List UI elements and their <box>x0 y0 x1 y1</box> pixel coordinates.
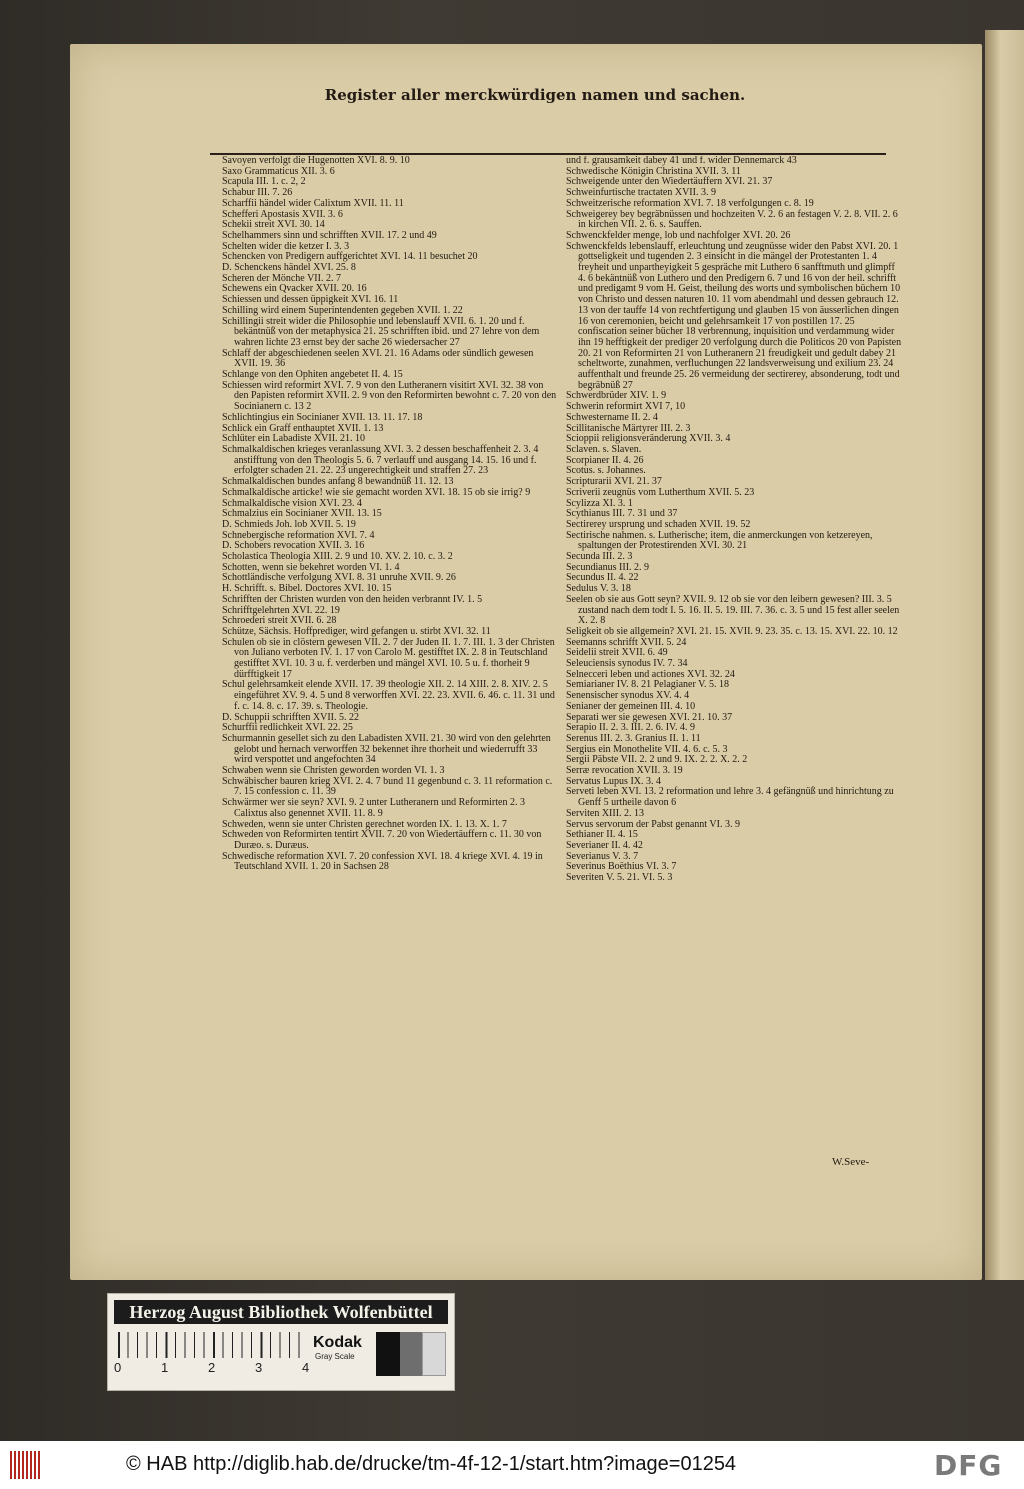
index-entry: Serapio II. 2. 3. III. 2. 6. IV. 4. 9 <box>566 722 695 734</box>
index-entry: Schwenckfelder menge, lob und nachfolger XVI. 20. 26 <box>566 229 791 241</box>
index-entry: Scioppii religionsveränderung XVII. 3. 4 <box>566 433 731 445</box>
index-entry: Sergius ein Monothelite VII. 4. 6. c. 5. 3 <box>566 743 728 755</box>
index-entry: H. Schrifft. s. Bibel. Doctores XVI. 10. 15 <box>222 583 392 595</box>
index-column-left <box>222 156 558 1156</box>
index-entry: Schweigerey bey begräbnüssen und hochzeiten V. 2. 6 an festagen V. 2. 8. VII. 2. 6 in kirchen VII. 2. 6. s. Sauffen. <box>566 208 898 231</box>
index-entry: Scylizza XI. 3. 1 <box>566 497 633 509</box>
index-entry: Schmalkaldische articke! wie sie gemacht worden XVI. 18. 15 ob sie irrig? 9 <box>222 486 531 498</box>
index-entry: Schmalkaldischen bundes anfang 8 bewandnüß 11. 12. 13 <box>222 476 454 488</box>
index-entry: Schütze, Sächsis. Hoffprediger, wird gefangen u. stirbt XVI. 32. 11 <box>222 625 491 637</box>
index-entry: Schmalkaldische vision XVI. 23. 4 <box>222 497 362 509</box>
index-entry: Schwenckfelds lebenslauff, erleuchtung und zeugnüsse wider den Pabst XVI. 20. 1 gottseligkeit und tugenden 2. 3 einsicht in die mängel der Protestanten 1. 4 freyheit und unpartheyigkeit 5 gespräche mit Luthero 6 sanfftmuth und glimpff 4. 6 bekäntnüß von Luthero und den Predigern 6. 7 und 16 von der heil. schrifft und predigamt 9 vom H. Geist, theilung des worts und symbolischen büchern 10 von Christo und dessen naturen 10. 11 vom abendmahl und dessen gebrauch 12. 13 von der tauffe 14 von rechtfertigung und glauben 15 von äusserlichen dingen 16 von ceremonien, beicht und gelehrsamkeit 17 von postillen 17. 25 confiscation seiner bücher 18 verbrennung, inquisition und verdammung wider ihn 19 hefftigkeit der prediger 20 verfolgung durch die Politicos 20 von Papisten 20. 21 von Reformirten 21 von Lutheranern 21 freudigkeit und gedult dabey 21 scheltworte, zunahmen, verfluchungen 22 landsverweisung und exilium 23. 24 auffenthalt und freunde 25. 26 vermeidung der sectirerey, absonderung, todt und begräbnüß 27 <box>566 240 902 391</box>
index-entry: Schlüter ein Labadiste XVII. 21. 10 <box>222 433 366 445</box>
index-entry: Scheren der Mönche VII. 2. 7 <box>222 272 341 284</box>
index-entry: Schillingii streit wider die Philosophie und lebenslauff XVII. 6. 1. 20 und f. bekäntnüß von der metaphysica 21. 25 schrifften ibid. und 27 lehre von dem wahren lichte 23 ernst bey der sache 26 wiedersacher 27 <box>222 315 540 348</box>
index-entry: Schurffii redlichkeit XVI. 22. 25 <box>222 722 353 734</box>
color-calibration-card <box>107 1293 455 1391</box>
index-entry: Serviten XIII. 2. 13 <box>566 807 645 819</box>
index-entry: Schwedische Königin Christina XVII. 3. 11 <box>566 165 741 177</box>
index-entry: Serræ revocation XVII. 3. 19 <box>566 765 683 777</box>
index-entry: D. Schenckens händel XVI. 25. 8 <box>222 262 356 274</box>
index-entry: Severinus Boëthius VI. 3. 7 <box>566 861 677 873</box>
index-entry: Scripturarii XVI. 21. 37 <box>566 476 662 488</box>
ruler-number: 3 <box>255 1360 263 1375</box>
index-entry: Schweden von Reformirten tentirt XVII. 7. 20 von Wiedertäuffern c. 11. 30 von Duræo. s. Duræus. <box>222 829 542 851</box>
index-entry: Servatus Lupus IX. 3. 4 <box>566 775 661 787</box>
index-entry: Schotten, wenn sie bekehret worden VI. 1. 4 <box>222 561 400 573</box>
index-entry: Schencken von Predigern auffgerichtet XVI. 14. 11 besuchet 20 <box>222 251 478 263</box>
index-entry: Schweigende unter den Wiedertäuffern XVI. 21. 37 <box>566 176 773 188</box>
index-entry: Schrifften der Christen wurden von den heiden verbrannt IV. 1. 5 <box>222 593 483 605</box>
index-entry: Schwaben wenn sie Christen geworden worden VI. 1. 3 <box>222 765 445 777</box>
index-entry: Secundianus III. 2. 9 <box>566 561 650 573</box>
index-entry: D. Schmieds Joh. lob XVII. 5. 19 <box>222 518 356 530</box>
index-entry: Schlange von den Ophiten angebetet II. 4. 15 <box>222 369 403 381</box>
grayscale-swatch-black <box>376 1332 400 1376</box>
index-entry: Schweinfurtische tractaten XVII. 3. 9 <box>566 187 716 199</box>
index-entry: Senensischer synodus XV. 4. 4 <box>566 690 690 702</box>
index-column-right <box>566 156 902 1156</box>
index-entry: Schurmannin gesellet sich zu den Labadisten XVII. 21. 30 wird von den gelehrten gelobt und hernach verworffen 32 bekennet ihre thorheit und wiederrufft 33 wird verspottet und angefochten 34 <box>222 732 551 766</box>
index-entry: Schwedische reformation XVI. 7. 20 confession XVI. 18. 4 kriege XVI. 4. 19 in Teutschland XVII. 1. 20 in Sachsen 28 <box>222 850 543 873</box>
index-entry: Schrifftgelehrten XVI. 22. 19 <box>222 604 340 616</box>
index-entry: Sedulus V. 3. 18 <box>566 583 631 595</box>
index-entry: Seelen ob sie aus Gott seyn? XVII. 9. 12 ob sie vor den leibern gewesen? III. 3. 5 zustand nach dem todt I. 5. 16. II. 5. 19. III. 7. 36. c. 3. 5 und 15 fest aller seelen X. 2. 8 <box>566 593 900 627</box>
index-entry: Schwerin reformirt XVI 7, 10 <box>566 401 686 413</box>
index-entry: Scythianus III. 7. 31 und 37 <box>566 508 678 520</box>
grayscale-swatch-gray <box>400 1332 422 1376</box>
index-entry: Severianus V. 3. 7 <box>566 850 639 862</box>
index-entry: Secundus II. 4. 22 <box>566 572 639 584</box>
index-entry: Schweden, wenn sie unter Christen gerechnet worden IX. 1. 13. X. 1. 7 <box>222 818 507 830</box>
grayscale-swatch-light <box>422 1332 446 1376</box>
library-name: Herzog August Bibliothek Wolfenbüttel <box>114 1300 448 1324</box>
index-entry: Schekii streit XVI. 30. 14 <box>222 219 325 231</box>
index-entry: Schweitzerische reformation XVI. 7. 18 verfolgungen c. 8. 19 <box>566 197 814 209</box>
hab-logo-icon <box>10 1451 40 1479</box>
index-entry: Schwäbischer bauren krieg XVI. 2. 4. 7 bund 11 gegenbund c. 3. 11 reformation c. 7. 15 confession c. 11. 39 <box>222 775 553 798</box>
copyright-url[interactable]: © HAB http://diglib.hab.de/drucke/tm-4f-12-1/start.htm?image=01254 <box>126 1453 737 1475</box>
catchword: W.Seve- <box>832 1156 870 1168</box>
viewer-footer <box>0 1441 1024 1489</box>
index-entry: Schnebergische reformation XVI. 7. 4 <box>222 529 375 541</box>
index-entry: Servus servorum der Pabst genannt VI. 3. 9 <box>566 818 740 830</box>
index-entry: Schmalzius ein Socinianer XVII. 13. 15 <box>222 508 382 520</box>
index-entry: Seligkeit ob sie allgemein? XVI. 21. 15. XVII. 9. 23. 35. c. 13. 15. XVI. 22. 10. 12 <box>566 625 898 637</box>
index-entry: Schlick ein Graff enthauptet XVII. 1. 13 <box>222 422 384 434</box>
ruler-number: 4 <box>302 1360 310 1375</box>
index-entry: Semiarianer IV. 8. 21 Pelagianer V. 5. 18 <box>566 679 730 691</box>
index-entry: Scorpianer II. 4. 26 <box>566 454 644 466</box>
index-entry: Saxo Grammaticus XII. 3. 6 <box>222 165 335 177</box>
index-entry: Schottländische verfolgung XVI. 8. 31 unruhe XVII. 9. 26 <box>222 572 456 584</box>
index-entry: Serenus III. 2. 3. Granius II. 1. 11 <box>566 732 701 744</box>
dfg-logo: DFG <box>934 1449 1003 1482</box>
header-rule <box>210 153 886 155</box>
index-entry: Sethianer II. 4. 15 <box>566 829 638 841</box>
index-entry: Schmalkaldischen krieges veranlassung XVI. 3. 2 dessen beschaffenheit 2. 3. 4 anstifftung von den Theologis 5. 6. 7 verlauff und ausgang 14. 15. 16 und f. erfolgter schaden 21. 22. 23 ungerechtigkeit und straffen 27. 23 <box>222 443 539 477</box>
index-entry: Selnecceri leben und actiones XVI. 32. 24 <box>566 668 735 680</box>
index-entry: Severianer II. 4. 42 <box>566 840 643 851</box>
running-head: Register aller merckwürdigen namen und sachen. <box>324 86 746 104</box>
index-entry: Severiten V. 5. 21. VI. 5. 3 <box>566 872 673 884</box>
index-entry: Separati wer sie gewesen XVI. 21. 10. 37 <box>566 711 733 723</box>
index-entry: Scapula III. 1. c. 2, 2 <box>222 176 306 188</box>
grayscale-label: Gray Scale <box>315 1352 355 1361</box>
index-entry: Schiessen und dessen üppigkeit XVI. 16. 11 <box>222 294 399 306</box>
index-entry: Sectirerey ursprung und schaden XVII. 19. 52 <box>566 518 751 530</box>
index-entry: Secunda III. 2. 3 <box>566 551 633 563</box>
index-entry: Schwerdbrüder XIV. 1. 9 <box>566 390 667 402</box>
index-entry: Scholastica Theologia XIII. 2. 9 und 10. XV. 2. 10. c. 3. 2 <box>222 551 453 563</box>
index-entry: Schulen ob sie in clöstern gewesen VII. 2. 7 der Juden II. 1. 7. III. 1. 3 der Christen von Juliano verboten IV. 1. 17 von Carolo M. gestifftet IX. 2. 8 in Teutschland gestifftet XVI. 10. 3 u. f. verderben und mängel XVI. 10. 5 u. f. thorheit 9 dürfftigkeit 17 <box>222 636 555 680</box>
index-entry: D. Schuppii schrifften XVII. 5. 22 <box>222 711 360 723</box>
index-entry: Schwärmer wer sie seyn? XVI. 9. 2 unter Lutheranern und Reformirten 2. 3 Calixtus also genennet XVII. 11. 8. 9 <box>222 797 525 819</box>
index-entry: Sectirische nahmen. s. Lutherische; item, die anmerckungen von ketzereyen, spaltungen der Protestirenden XVI. 30. 21 <box>566 529 873 552</box>
ruler-number: 2 <box>208 1360 216 1375</box>
index-entry: Savoyen verfolgt die Hugenotten XVI. 8. 9. 10 <box>222 156 410 166</box>
index-entry: Scharffii händel wider Calixtum XVII. 11. 11 <box>222 197 404 209</box>
ruler-number: 0 <box>114 1360 122 1375</box>
facing-page-edge <box>985 30 1024 1280</box>
index-entry: Sclaven. s. Slaven. <box>566 443 642 455</box>
index-entry: Schlichtingius ein Socinianer XVII. 13. 11. 17. 18 <box>222 411 423 423</box>
index-entry: Schelhammers sinn und schrifften XVII. 17. 2 und 49 <box>222 229 437 241</box>
index-entry: Schewens ein Qvacker XVII. 20. 16 <box>222 283 367 295</box>
index-entry: Seemanns schrifft XVII. 5. 24 <box>566 636 687 648</box>
index-entry: Schelten wider die ketzer I. 3. 3 <box>222 240 350 252</box>
index-entry: Sergii Päbste VII. 2. 2 und 9. IX. 2. 2. X. 2. 2 <box>566 754 748 766</box>
index-entry: Schilling wird einem Superintendenten gegeben XVII. 1. 22 <box>222 304 463 316</box>
index-entry: Scriverii zeugnüs vom Lutherthum XVII. 5. 23 <box>566 486 755 498</box>
index-entry: Scotus. s. Johannes. <box>566 465 646 477</box>
index-entry: Schwestername II. 2. 4 <box>566 411 658 423</box>
index-entry: Schlaff der abgeschiedenen seelen XVI. 21. 16 Adams oder sündlich gewesen XVII. 19. 36 <box>222 347 534 370</box>
index-entry: Schul gelehrsamkeit elende XVII. 17. 39 theologie XII. 2. 14 XIII. 2. 8. XIV. 2. 5 eingeführet XV. 9. 4. 5 und 8 verworffen XVI. 22. 23. XVII. 6. 46. c. 11. 31 und f. c. 14. 8. c. 17. 39. s. Theologie. <box>222 679 555 712</box>
ruler-major-ticks <box>118 1332 308 1358</box>
index-entry: Schroederi streit XVII. 6. 28 <box>222 615 337 627</box>
index-entry: Seidelii streit XVII. 6. 49 <box>566 647 668 659</box>
kodak-logo: Kodak <box>313 1334 362 1351</box>
ruler-number: 1 <box>161 1360 169 1375</box>
index-entry: Schiessen wird reformirt XVI. 7. 9 von den Lutheranern visitirt XVI. 32. 38 von den Papisten reformirt XVII. 2. 9 von den Reformirten bewohnt c. 7. 20 von den Socinianern c. 13 2 <box>222 379 557 413</box>
index-entry: Schabur III. 7. 26 <box>222 187 293 199</box>
index-entry: Schefferi Apostasis XVII. 3. 6 <box>222 208 343 220</box>
index-entry: Scillitanische Märtyrer III. 2. 3 <box>566 422 691 434</box>
index-entry: Serveti leben XVI. 13. 2 reformation und lehre 3. 4 gefängnüß und hinrichtung zu Genff 5 urtheile davon 6 <box>566 786 894 809</box>
index-entry: D. Schobers revocation XVII. 3. 16 <box>222 540 365 552</box>
index-entry: Seleuciensis synodus IV. 7. 34 <box>566 658 688 670</box>
index-entry: und f. grausamkeit dabey 41 und f. wider Dennemarck 43 <box>566 156 797 166</box>
index-entry: Senianer der gemeinen III. 4. 10 <box>566 700 696 712</box>
